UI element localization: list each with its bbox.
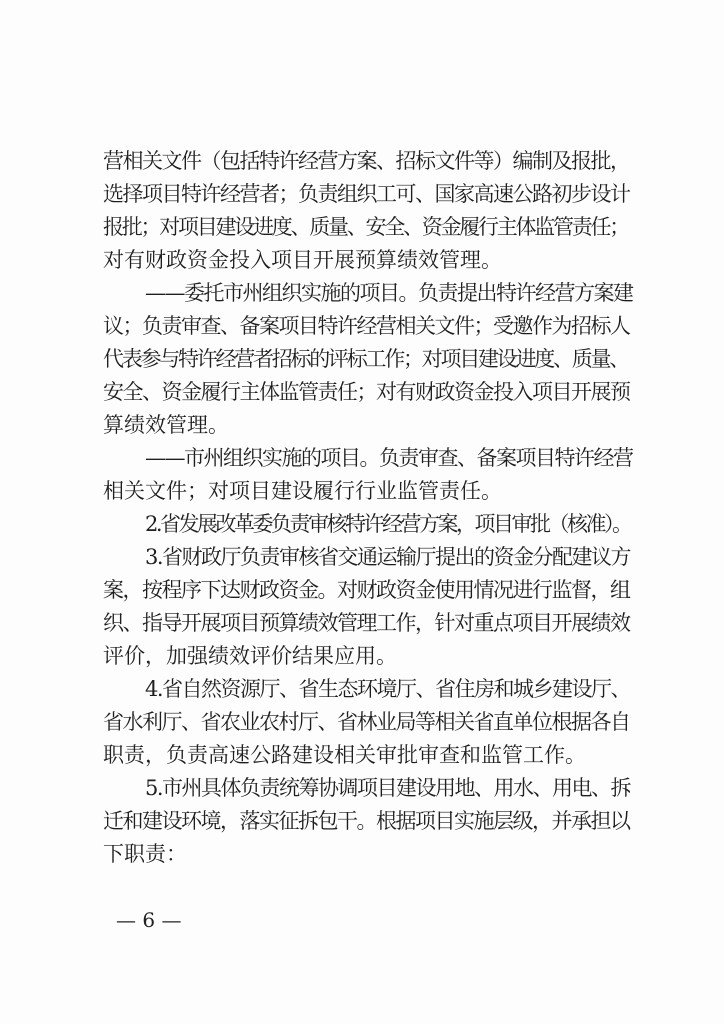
text-line-18: 省水利厅、省农业农村厅、省林业局等相关省直单位根据各自 [103, 710, 630, 734]
text-line-22: 下职责： [103, 842, 187, 866]
text-line-19: 职责，负责高速公路建设相关审批审查和监管工作。 [103, 743, 586, 767]
body-text [103, 145, 633, 871]
text-line-3: 报批；对项目建设进度、质量、安全、资金履行主体监管责任； [103, 215, 628, 239]
text-line-15: 织、指导开展项目预算绩效管理工作，针对重点项目开展绩效 [103, 611, 630, 635]
text-line-13: 3.省财政厅负责审核省交通运输厅提出的资金分配建议方 [145, 545, 631, 569]
text-line-1: 营相关文件（包括特许经营方案、招标文件等）编制及报批， [103, 149, 630, 173]
text-line-14: 案，按程序下达财政资金。对财政资金使用情况进行监督，组 [103, 578, 630, 602]
text-line-11: 相关文件；对项目建设履行行业监管责任。 [103, 479, 502, 503]
text-line-17: 4.省自然资源厅、省生态环境厅、省住房和城乡建设厅、 [145, 677, 631, 701]
text-line-10: ——市州组织实施的项目。负责审查、备案项目特许经营 [145, 446, 633, 470]
text-line-2: 选择项目特许经营者；负责组织工可、国家高速公路初步设计 [103, 182, 630, 206]
page-number: — 6 — [116, 908, 182, 932]
text-line-6: 议；负责审查、备案项目特许经营相关文件；受邀作为招标人 [103, 314, 630, 338]
text-line-9: 算绩效管理。 [103, 413, 229, 437]
text-line-21: 迁和建设环境，落实征拆包干。根据项目实施层级，并承担以 [103, 809, 630, 833]
text-line-16: 评价，加强绩效评价结果应用。 [103, 644, 397, 668]
text-line-20: 5.市州具体负责统筹协调项目建设用地、用水、用电、拆 [145, 776, 631, 800]
text-line-8: 安全、资金履行主体监管责任；对有财政资金投入项目开展预 [103, 380, 630, 404]
text-line-4: 对有财政资金投入项目开展预算绩效管理。 [103, 248, 502, 272]
text-line-5: ——委托市州组织实施的项目。负责提出特许经营方案建 [145, 281, 633, 305]
text-line-12: 2.省发展改革委负责审核特许经营方案，项目审批（核准）。 [145, 512, 631, 536]
text-line-7: 代表参与特许经营者招标的评标工作；对项目建设进度、质量、 [103, 347, 628, 371]
